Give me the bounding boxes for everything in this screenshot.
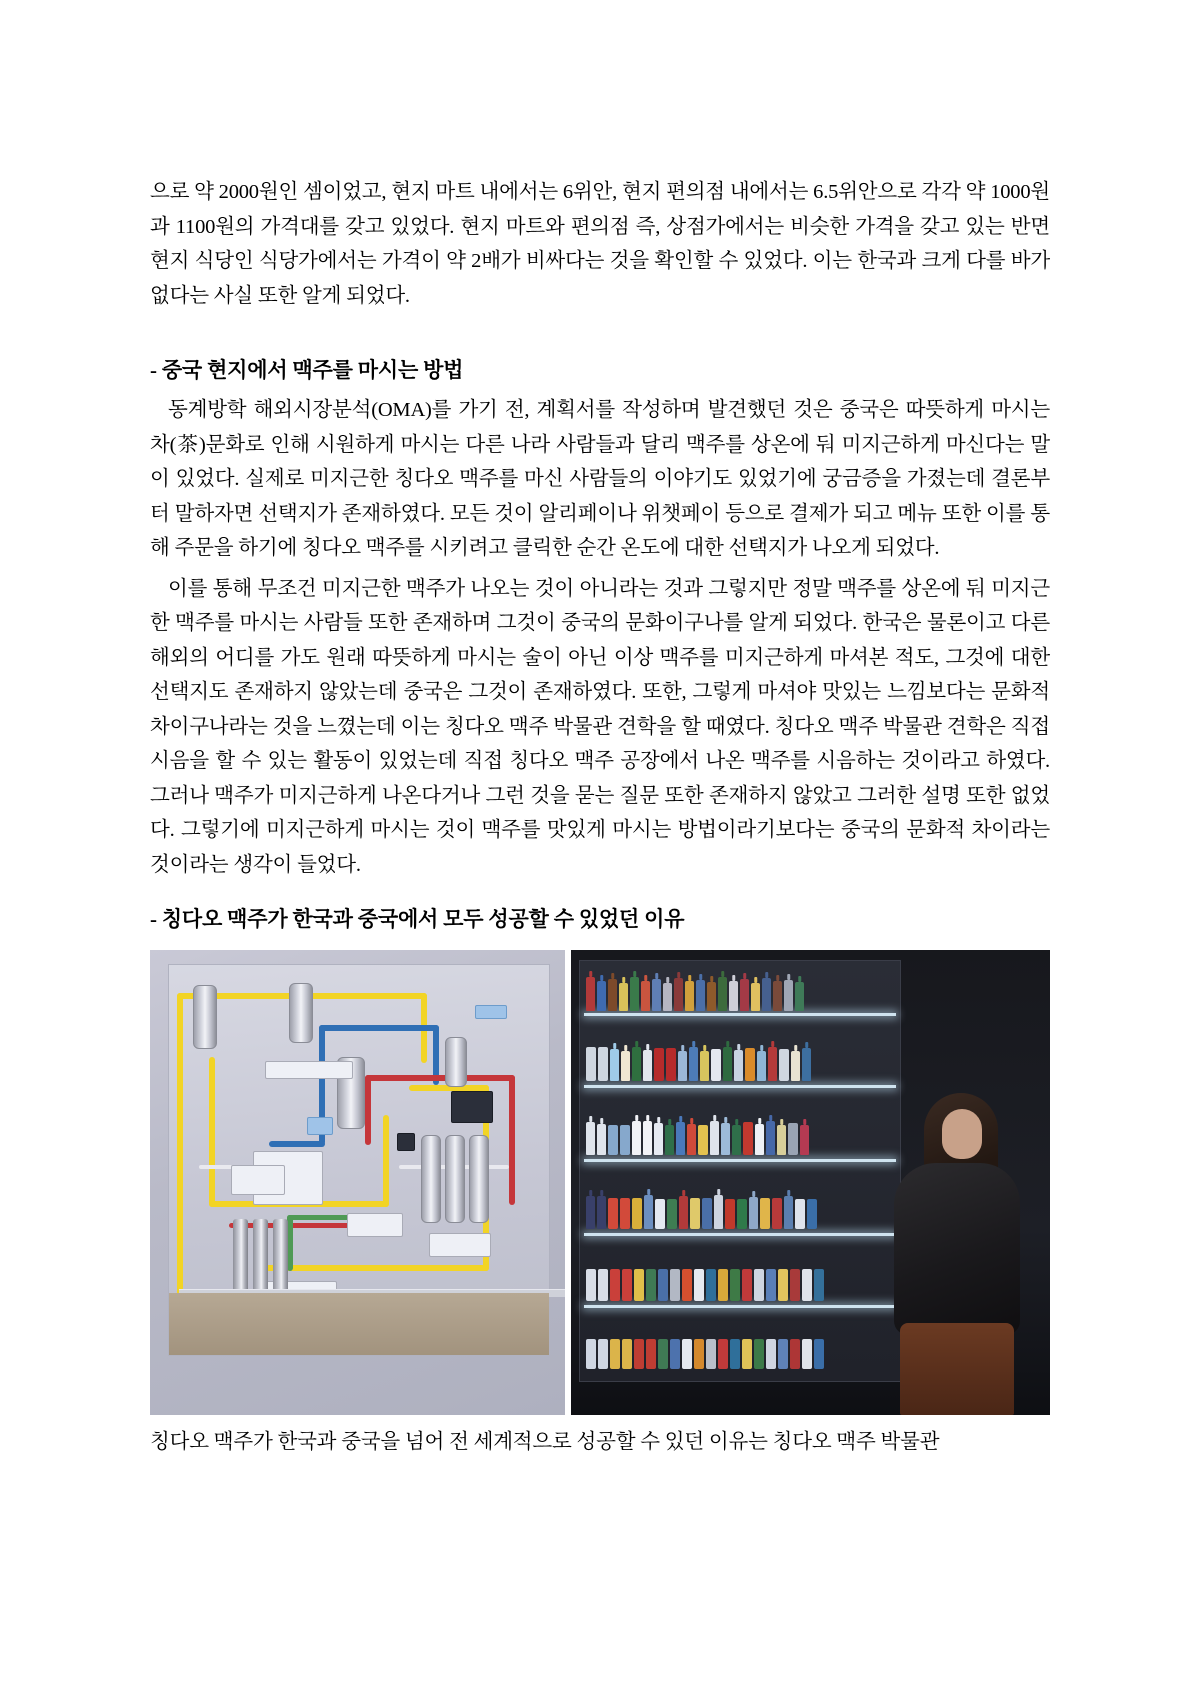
process-diagram-wall xyxy=(168,964,550,1356)
section-heading-success-reason: - 칭다오 맥주가 한국과 중국에서 모두 성공할 수 있었던 이유 xyxy=(150,907,685,931)
brewing-process-wall-photo xyxy=(150,950,565,1415)
person-puffer-jacket xyxy=(894,1163,1020,1335)
paragraph-after-figure: 칭다오 맥주가 한국과 중국을 넘어 전 세계적으로 성공할 수 있던 이유는 칭다오 맥주 박물관 xyxy=(150,1431,940,1453)
visitor-person xyxy=(880,1085,1040,1415)
paragraph-oma-intro: 동계방학 해외시장분석(OMA)를 가기 전, 계획서를 작성하며 발견했던 것은 중국은 따뜻하게 마시는 차(茶)문화로 인해 시원하게 마시는 다른 나라 사람들과 달리 맥주를 상온에 둬 미지근하게 마신다는 말이 있었다. 실제로 미지근한 칭다오 맥주를 마신 사람들의 이야기도 있었기에 궁금증을 가졌는데 결론부터 말하자면 선택지가 존재하였다. 모든 것이 알리페이나 위챗페이 등으로 결제가 되고 메뉴 또한 이를 통해 주문을 하기에 칭다오 맥주를 시키려고 클릭한 순간 온도에 대한 선택지가 나오게 되었다. xyxy=(150,399,1050,559)
beer-bottle-display-shelf-photo xyxy=(571,950,1050,1415)
person-face xyxy=(942,1109,982,1159)
paragraph-culture-difference: 이를 통해 무조건 미지근한 맥주가 나오는 것이 아니라는 것과 그렇지만 정말 맥주를 상온에 둬 미지근한 맥주를 마시는 사람들 또한 존재하며 그것이 중국의 문화이구나를 알게 되었다. 한국은 물론이고 다른 해외의 어디를 가도 원래 따뜻하게 마시는 술이 아닌 이상 맥주를 미지근하게 마셔본 적도, 그것에 대한 선택지도 존재하지 않았는데 중국은 그것이 존재하였다. 또한, 그렇게 마셔야 맛있는 느낌보다는 문화적 차이구나라는 것을 느꼈는데 이는 칭다오 맥주 박물관 견학을 할 때였다. 칭다오 맥주 박물관 견학은 직접 시음을 할 수 있는 활동이 있었는데 직접 칭다오 맥주 공장에서 나온 맥주를 시음하는 것이라고 하였다. 그러나 맥주가 미지근하게 나온다거나 그런 것을 묻는 질문 또한 존재하지 않았고 그러한 설명 또한 없었다. 그렇기에 미지근하게 마시는 것이 맥주를 맛있게 마시는 방법이라기보다는 중국의 문화적 차이라는 것이라는 생각이 들었다. xyxy=(150,577,1050,876)
exhibit-floor xyxy=(169,1293,549,1355)
section-heading-drinking-method: - 중국 현지에서 맥주를 마시는 방법 xyxy=(150,358,464,382)
person-skirt xyxy=(900,1323,1014,1415)
paragraph-continuation: 으로 약 2000원인 셈이었고, 현지 마트 내에서는 6위안, 현지 편의점 내에서는 6.5위안으로 각각 약 1000원과 1100원의 가격대를 갖고 있었다. 현지 마트와 편의점 즉, 상점가에서는 비슷한 가격을 갖고 있는 반면 현지 식당인 식당가에서는 가격이 약 2배가 비싸다는 것을 확인할 수 있었다. 이는 한국과 크게 다를 바가 없다는 사실 또한 알게 되었다. xyxy=(150,181,1050,307)
display-case xyxy=(579,960,901,1382)
spacer xyxy=(150,319,1050,333)
figure-museum-photos xyxy=(150,950,1050,1415)
